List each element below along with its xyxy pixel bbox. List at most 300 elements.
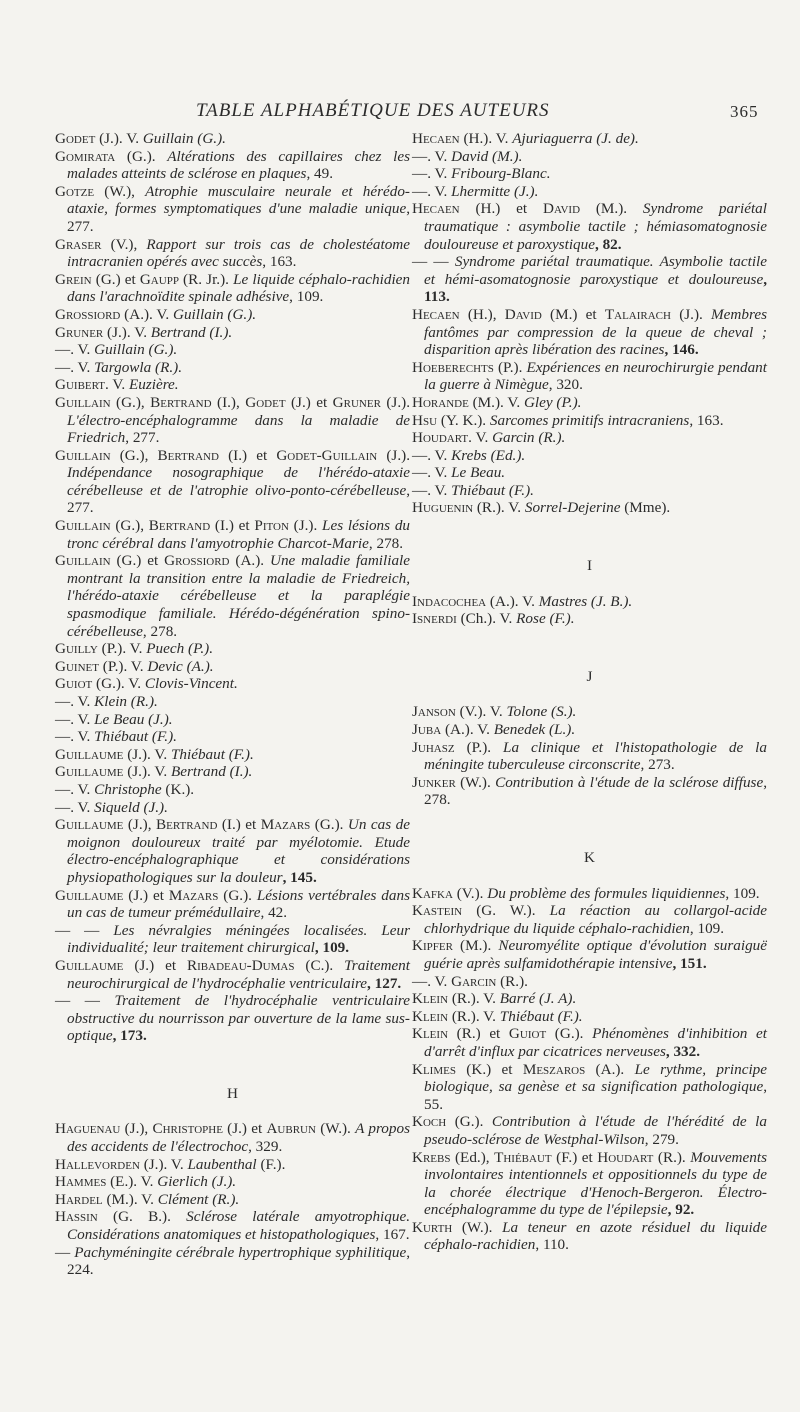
index-entry xyxy=(55,746,410,764)
index-entry xyxy=(55,658,410,676)
work-title: Rose (F.). xyxy=(516,610,575,628)
index-entry xyxy=(55,1191,410,1209)
index-entry xyxy=(412,183,767,201)
author-name: David xyxy=(504,305,542,323)
author-name: Indacochea xyxy=(412,592,487,610)
entry-text: . V. xyxy=(105,376,129,394)
work-title: A propos des accidents de l'électrochoc xyxy=(67,1120,410,1156)
index-entry xyxy=(55,1173,410,1191)
work-title: Sarcomes primitifs intracraniens xyxy=(489,411,690,429)
work-title: Altérations des capillaires chez les malades atteints de sclérose en plaques xyxy=(67,147,410,183)
entry-text: (J.). xyxy=(288,517,323,535)
work-title: Atrophie musculaire neurale et hérédo-ataxie, formes symptomatiques d'une maladie unique xyxy=(67,182,410,218)
entry-text: (G.), xyxy=(110,517,149,535)
work-title: Clément (R.). xyxy=(157,1190,240,1208)
author-name: Godet xyxy=(245,393,286,411)
work-title: Le Beau (J.). xyxy=(94,710,173,728)
author-name: Godet xyxy=(55,130,96,147)
entry-text: —. V. xyxy=(412,165,452,183)
entry-text: (P.). V. xyxy=(98,657,148,675)
work-title: Lhermitte (J.). xyxy=(451,182,539,200)
author-name: Thiébaut xyxy=(494,1148,552,1166)
entry-text: (E.). V. xyxy=(106,1173,158,1191)
index-entry xyxy=(412,937,767,972)
work-title: Du problème des formules liquidiennes xyxy=(487,884,726,902)
index-entry xyxy=(55,799,410,817)
index-entry xyxy=(412,394,767,412)
entry-text: , 110. xyxy=(535,1236,569,1254)
entry-text: (J.). V. xyxy=(123,745,171,763)
author-name: Gruner xyxy=(55,323,104,341)
index-entry xyxy=(412,130,767,148)
entry-text: (G. B.). xyxy=(97,1208,187,1226)
entry-text: —. V. xyxy=(55,728,95,746)
entry-text: (P.). xyxy=(493,358,527,376)
index-entry xyxy=(412,200,767,253)
entry-text: —. V. xyxy=(55,358,95,376)
author-name: Guillaume xyxy=(55,816,124,834)
author-name: Kastein xyxy=(412,902,463,920)
entry-text: , 273. xyxy=(640,756,675,774)
entry-text: , 277. xyxy=(67,481,410,517)
work-title: Un cas de moignon douloureux traité par myélotomie. Etude électro-encéphalographique et considérations physiopathologiques sur la douleur xyxy=(67,816,410,886)
index-entry xyxy=(55,711,410,729)
entry-text: — — xyxy=(55,992,115,1010)
author-name: Klimes xyxy=(412,1060,456,1078)
index-entry xyxy=(412,973,767,991)
entry-text: (I.) et xyxy=(210,517,255,535)
work-title: Fribourg-Blanc. xyxy=(451,165,551,183)
entry-text: —. V. xyxy=(55,341,95,359)
work-title: Devic (A.). xyxy=(147,657,214,675)
index-entry xyxy=(55,1208,410,1243)
work-title: Syndrome pariétal traumatique : asymbolie tactile ; hémiasomatognosie douloureuse et paroxystique xyxy=(424,200,767,253)
author-name: Gaupp xyxy=(139,270,179,288)
author-name: Graser xyxy=(55,235,102,253)
work-title: Ajuriaguerra (J. de). xyxy=(512,130,639,147)
entry-text: (J.), xyxy=(123,816,156,834)
entry-text: (R. Jr.). xyxy=(178,270,234,288)
index-entry xyxy=(55,130,410,148)
work-title: Clovis-Vincent. xyxy=(144,675,238,693)
author-name: Guillain xyxy=(55,552,111,570)
entry-text: (J.). V. xyxy=(103,323,151,341)
work-title: Gierlich (J.). xyxy=(157,1173,237,1191)
author-name: Aubrun xyxy=(266,1120,316,1138)
author-name: Christophe xyxy=(152,1120,223,1138)
index-entry xyxy=(412,306,767,359)
section-gap xyxy=(412,809,767,849)
author-name: Mazars xyxy=(168,886,219,904)
index-entry xyxy=(412,739,767,774)
index-entry xyxy=(55,341,410,359)
page-ref: , 109. xyxy=(314,939,350,957)
entry-text: (I.), xyxy=(211,393,246,411)
author-name: Guillaume xyxy=(55,956,124,974)
author-name: Horande xyxy=(412,393,469,411)
work-title: Expériences en neurochirurgie pendant la guerre à Nimègue xyxy=(424,358,767,394)
author-name: Guiot xyxy=(508,1025,547,1043)
section-gap xyxy=(412,517,767,557)
work-title: La réaction au collargol-acide chlorhydrique du liquide céphalo-rachidien xyxy=(424,902,767,937)
author-name: Talairach xyxy=(604,305,671,323)
page-ref: , 173. xyxy=(112,1027,147,1045)
entry-text: (H.) et xyxy=(459,200,543,218)
entry-text: (G. W.). xyxy=(462,902,550,920)
author-name: Mazars xyxy=(260,816,311,834)
author-name: Kurth xyxy=(412,1218,453,1236)
entry-text: —. V. xyxy=(55,693,95,710)
entry-text: (J.), xyxy=(120,1120,153,1138)
index-entry xyxy=(55,816,410,886)
index-entry xyxy=(55,640,410,658)
author-name: Junker xyxy=(412,773,456,791)
index-entry xyxy=(55,394,410,447)
author-name: Isnerdi xyxy=(412,610,457,628)
entry-text: , 278. xyxy=(424,773,767,809)
entry-text: (H.). V. xyxy=(459,130,513,147)
section-letter: J xyxy=(586,667,593,685)
work-title: Phénomènes d'inhibition et d'arrêt d'influx par cicatrices nerveuses xyxy=(424,1025,767,1060)
entry-text: , 277. xyxy=(67,200,410,235)
entry-text: (V.). V. xyxy=(455,703,507,721)
index-entry xyxy=(412,1008,767,1026)
entry-text: (J.). xyxy=(670,305,712,323)
index-entry xyxy=(55,781,410,799)
index-entry xyxy=(55,306,410,324)
entry-text: (J.). xyxy=(377,446,410,464)
entry-text: (M.) et xyxy=(541,305,605,323)
entry-text: , 109. xyxy=(689,919,725,937)
entry-text: , 278. xyxy=(368,534,404,552)
index-entry xyxy=(55,236,410,271)
index-entry xyxy=(55,359,410,377)
entry-text: (G.). xyxy=(310,816,348,834)
author-name: Guiot xyxy=(55,675,93,693)
entry-text: —. V. xyxy=(55,780,95,798)
work-title: Le liquide céphalo-rachidien dans l'arachnoïdite spinale adhésive xyxy=(67,270,411,306)
entry-text: , 109. xyxy=(725,884,760,902)
work-title: Sclérose latérale amyotrophique. Considérations anatomiques et histopathologiques xyxy=(67,1208,410,1244)
author-name: Piton xyxy=(254,517,289,535)
page-title: TABLE ALPHABÉTIQUE DES AUTEURS xyxy=(196,100,550,121)
work-title: La clinique et l'histopathologie de la méningite tuberculeuse circonscrite xyxy=(424,738,767,774)
index-entry xyxy=(55,148,410,183)
entry-text: (Ch.). V. xyxy=(456,610,517,628)
author-name: Guillaume xyxy=(55,763,124,781)
author-name: Bertrand xyxy=(150,393,212,411)
entry-text: (P.). xyxy=(454,738,504,756)
work-title: Puech (P.). xyxy=(146,640,214,658)
work-title: Mastres (J. B.). xyxy=(538,592,633,610)
author-name: Gotze xyxy=(55,182,95,200)
section-gap xyxy=(412,867,767,885)
entry-text: , 42. xyxy=(260,904,288,922)
work-title: Sorrel-Dejerine xyxy=(524,499,621,517)
index-entry xyxy=(412,1025,767,1060)
entry-text: . V. xyxy=(468,429,493,447)
author-name: Guillain xyxy=(55,393,111,411)
index-entry xyxy=(412,1219,767,1254)
work-title: Membres fantômes par compression de la queue de cheval ; disparition après libération des racines xyxy=(424,305,767,359)
entry-text: (I.) et xyxy=(217,816,261,834)
author-name: Haguenau xyxy=(55,1120,121,1138)
index-entry xyxy=(412,148,767,166)
author-name: Huguenin xyxy=(412,499,474,517)
entry-text: (R.). V. xyxy=(473,499,525,517)
author-name: Guilly xyxy=(55,640,98,658)
entry-text: (J.) et xyxy=(285,393,333,411)
right-column xyxy=(412,130,767,1254)
entry-text: —. V. xyxy=(412,147,452,165)
entry-text: , 278. xyxy=(142,622,178,640)
entry-text: (G.) et xyxy=(110,552,165,570)
author-name: Grein xyxy=(55,270,92,288)
work-title: Euzière. xyxy=(128,376,179,394)
entry-text: — xyxy=(55,1243,75,1261)
section-letter: H xyxy=(227,1084,238,1102)
index-entry xyxy=(412,774,767,809)
index-entry xyxy=(55,693,410,711)
index-entry xyxy=(55,1244,410,1279)
index-entry xyxy=(412,721,767,739)
entry-text: —. V. xyxy=(412,182,452,200)
author-name: Grossiord xyxy=(164,552,230,570)
index-entry xyxy=(55,728,410,746)
work-title: Rapport sur trois cas de cholestéatome intracranien opérés avec succès xyxy=(67,235,410,271)
author-name: Bertrand xyxy=(148,517,211,535)
entry-text: (J.) et xyxy=(123,956,188,974)
work-title: Les névralgies méningées localisées. Leur individualité; leur traitement chirurgical xyxy=(67,921,411,957)
work-title: Laubenthal xyxy=(187,1155,257,1173)
entry-text: (G.) et xyxy=(91,270,140,288)
author-name: Koch xyxy=(412,1113,447,1131)
index-entry xyxy=(55,922,410,957)
entry-text: (W.). xyxy=(452,1218,503,1236)
entry-text: , 329. xyxy=(248,1138,283,1156)
entry-text: (G.), xyxy=(110,393,151,411)
page-ref: , 82. xyxy=(594,235,622,253)
work-title: Contribution à l'étude de l'hérédité de la pseudo-sclérose de Westphal-Wilson xyxy=(424,1113,767,1148)
author-name: Ribadeau-Dumas xyxy=(187,956,295,974)
entry-text: (F.) et xyxy=(551,1148,598,1166)
entry-text: (M.). V. xyxy=(468,393,524,411)
entry-text: , 55. xyxy=(424,1078,767,1113)
section-letter: I xyxy=(586,557,593,575)
entry-text: — — xyxy=(412,253,455,271)
work-title: Thiébaut (F.). xyxy=(451,481,534,499)
work-title: Lésions vertébrales dans un cas de tumeur prémédullaire xyxy=(67,886,410,922)
entry-text: (R.). V. xyxy=(448,1007,500,1025)
work-title: Gley (P.). xyxy=(523,393,582,411)
author-name: Guibert xyxy=(55,376,106,394)
author-name: Hassin xyxy=(55,1208,98,1226)
work-title: Pachyméningite cérébrale hypertrophique syphilitique xyxy=(74,1243,407,1261)
entry-text: (M.). xyxy=(580,200,643,218)
entry-text: (A.). V. xyxy=(441,721,494,739)
entry-text: — — xyxy=(55,921,114,939)
index-entry xyxy=(55,517,410,552)
entry-text: (P.). V. xyxy=(97,640,147,658)
author-name: David xyxy=(542,200,581,218)
index-entry xyxy=(412,703,767,721)
section-letter: K xyxy=(584,849,595,866)
author-name: Guinet xyxy=(55,657,99,675)
author-name: Guillaume xyxy=(55,745,124,763)
entry-text: (Mme). xyxy=(620,499,671,517)
entry-text: (Y. K.). xyxy=(437,411,490,429)
index-entry xyxy=(55,552,410,640)
entry-text: (A.). xyxy=(585,1060,635,1078)
index-entry xyxy=(412,990,767,1008)
index-entry xyxy=(412,1149,767,1219)
page-ref: , 145. xyxy=(282,868,317,886)
work-title: Traitement neurochirurgical de l'hydrocéphalie ventriculaire xyxy=(67,956,410,992)
author-name: Garcin xyxy=(451,972,497,990)
index-entry xyxy=(412,412,767,430)
work-title: Une maladie familiale montrant la transition entre la maladie de Friedreich, l'hérédo-ataxie cérébelleuse et la paraplégie spasmodique familiale. Hérédo-dégénération spino-cérébelleuse xyxy=(67,552,411,640)
work-title: Bertrand (I.). xyxy=(150,323,233,341)
entry-text: (G.). xyxy=(446,1113,492,1131)
work-title: Guillain (G.). xyxy=(142,130,226,147)
entry-text: —. V. xyxy=(55,710,95,728)
entry-text: (M.). xyxy=(452,937,499,955)
index-entry xyxy=(55,271,410,306)
author-name: Hecaen xyxy=(412,130,460,147)
entry-text: (R.). xyxy=(653,1148,691,1166)
entry-text: (H.), xyxy=(459,305,505,323)
author-name: Meszaros xyxy=(522,1060,586,1078)
work-title: Barré (J. A). xyxy=(499,990,577,1008)
entry-text: (R.). V. xyxy=(448,990,500,1008)
entry-text: (G.). V. xyxy=(92,675,145,693)
section-gap xyxy=(55,1045,410,1085)
author-name: Juhasz xyxy=(412,738,455,756)
entry-text: (V.), xyxy=(101,235,147,253)
work-title: Contribution à l'étude de la sclérose diffuse xyxy=(495,773,764,791)
entry-text: , 224. xyxy=(67,1243,411,1279)
author-name: Hecaen xyxy=(412,305,460,323)
index-entry xyxy=(412,885,767,903)
index-entry xyxy=(412,165,767,183)
work-title: David (M.). xyxy=(451,147,523,165)
work-title: Le rythme, principe biologique, sa genèse et sa signification pathologique xyxy=(424,1060,767,1096)
index-entry xyxy=(412,1113,767,1148)
entry-text: (W.), xyxy=(94,182,146,200)
work-title: Le Beau. xyxy=(451,464,506,482)
entry-text: (A.). V. xyxy=(486,592,539,610)
index-entry xyxy=(412,464,767,482)
work-title: Syndrome pariétal traumatique. Asymbolie tactile et hémi-asomatognosie paroxystique et douloureuse xyxy=(424,253,768,288)
entry-text: , 279. xyxy=(644,1130,679,1148)
work-title: Guillain (G.). xyxy=(172,305,257,323)
author-name: Krebs xyxy=(412,1148,451,1166)
author-name: Hammes xyxy=(55,1173,107,1191)
entry-text: (G.). xyxy=(115,147,168,165)
index-entry xyxy=(55,376,410,394)
index-entry xyxy=(55,1156,410,1174)
author-name: Hoeberechts xyxy=(412,358,494,376)
index-entry xyxy=(412,902,767,937)
entry-text: (W.). xyxy=(315,1120,356,1138)
entry-text: —. V. xyxy=(412,446,452,464)
page-ref: , 151. xyxy=(672,954,707,972)
entry-text: , 49. xyxy=(306,165,334,183)
left-column xyxy=(55,130,410,1279)
work-title: L'électro-encéphalogramme dans la maladie de Friedrich xyxy=(67,411,410,447)
index-entry xyxy=(412,447,767,465)
index-entry xyxy=(412,359,767,394)
entry-text: (M.). V. xyxy=(102,1190,158,1208)
page-number: 365 xyxy=(730,102,759,121)
entry-text: , 167. xyxy=(375,1226,410,1244)
entry-text: , 320. xyxy=(548,376,583,394)
section-gap xyxy=(412,628,767,668)
work-title: Thiébaut (F.). xyxy=(94,728,177,746)
author-name: Klein xyxy=(412,1025,449,1043)
work-title: Indépendance nosographique de l'hérédo-ataxie cérébelleuse et de l'atrophie olivo-ponto-cérébelleuse xyxy=(67,464,410,499)
author-name: Klein xyxy=(412,1007,449,1025)
entry-text: (G.), xyxy=(110,446,158,464)
work-title: La teneur en azote résiduel du liquide céphalo-rachidien xyxy=(424,1218,768,1254)
section-gap xyxy=(412,575,767,593)
author-name: Kafka xyxy=(412,884,453,902)
index-entry xyxy=(55,763,410,781)
author-name: Guillain xyxy=(55,517,111,535)
author-name: Bertrand xyxy=(155,816,218,834)
work-title: Guillain (G.). xyxy=(94,341,178,359)
entry-text: —. V. xyxy=(55,798,95,816)
index-entry xyxy=(55,324,410,342)
index-entry xyxy=(55,675,410,693)
author-name: Guillaume xyxy=(55,886,124,904)
work-title: Neuromyélite optique d'évolution suraiguë guérie après sulfamidothérapie intensive xyxy=(424,937,767,972)
index-entry xyxy=(412,482,767,500)
author-name: Kipfer xyxy=(412,937,453,955)
entry-text: —. V. xyxy=(412,972,452,990)
entry-text: (R.) et xyxy=(448,1025,509,1043)
entry-text: (J.). V. xyxy=(123,763,171,781)
author-name: Hallevorden xyxy=(55,1155,140,1173)
author-name: Klein xyxy=(412,990,449,1008)
entry-text: (J.). V. xyxy=(139,1155,188,1173)
entry-text: (F.). xyxy=(256,1155,286,1173)
entry-text: , 277. xyxy=(125,429,160,447)
index-entry xyxy=(55,992,410,1045)
index-entry xyxy=(55,447,410,517)
section-gap xyxy=(55,1102,410,1120)
work-title: Garcin (R.). xyxy=(492,429,566,447)
entry-text: (J.) et xyxy=(222,1120,267,1138)
entry-text: (C.). xyxy=(294,956,345,974)
author-name: Hsu xyxy=(412,411,438,429)
index-entry xyxy=(412,610,767,628)
entry-text: (I.) et xyxy=(218,446,277,464)
work-title: Traitement de l'hydrocéphalie ventriculaire obstructive du nourrisson par ouverture de la lame sus-optique xyxy=(67,992,410,1045)
entry-text: (R.). xyxy=(496,972,528,990)
page-ref: , 146. xyxy=(664,341,699,359)
page-ref: , 127. xyxy=(367,974,402,992)
entry-text: (K.). xyxy=(161,780,195,798)
index-entry xyxy=(412,593,767,611)
page-ref: , 113. xyxy=(424,270,767,306)
entry-text: —. V. xyxy=(412,464,452,482)
running-header xyxy=(0,98,800,128)
author-name: Juba xyxy=(412,721,442,739)
entry-text: (G.). xyxy=(218,886,257,904)
author-name: Hecaen xyxy=(412,200,460,218)
entry-text: , 109. xyxy=(289,288,324,306)
